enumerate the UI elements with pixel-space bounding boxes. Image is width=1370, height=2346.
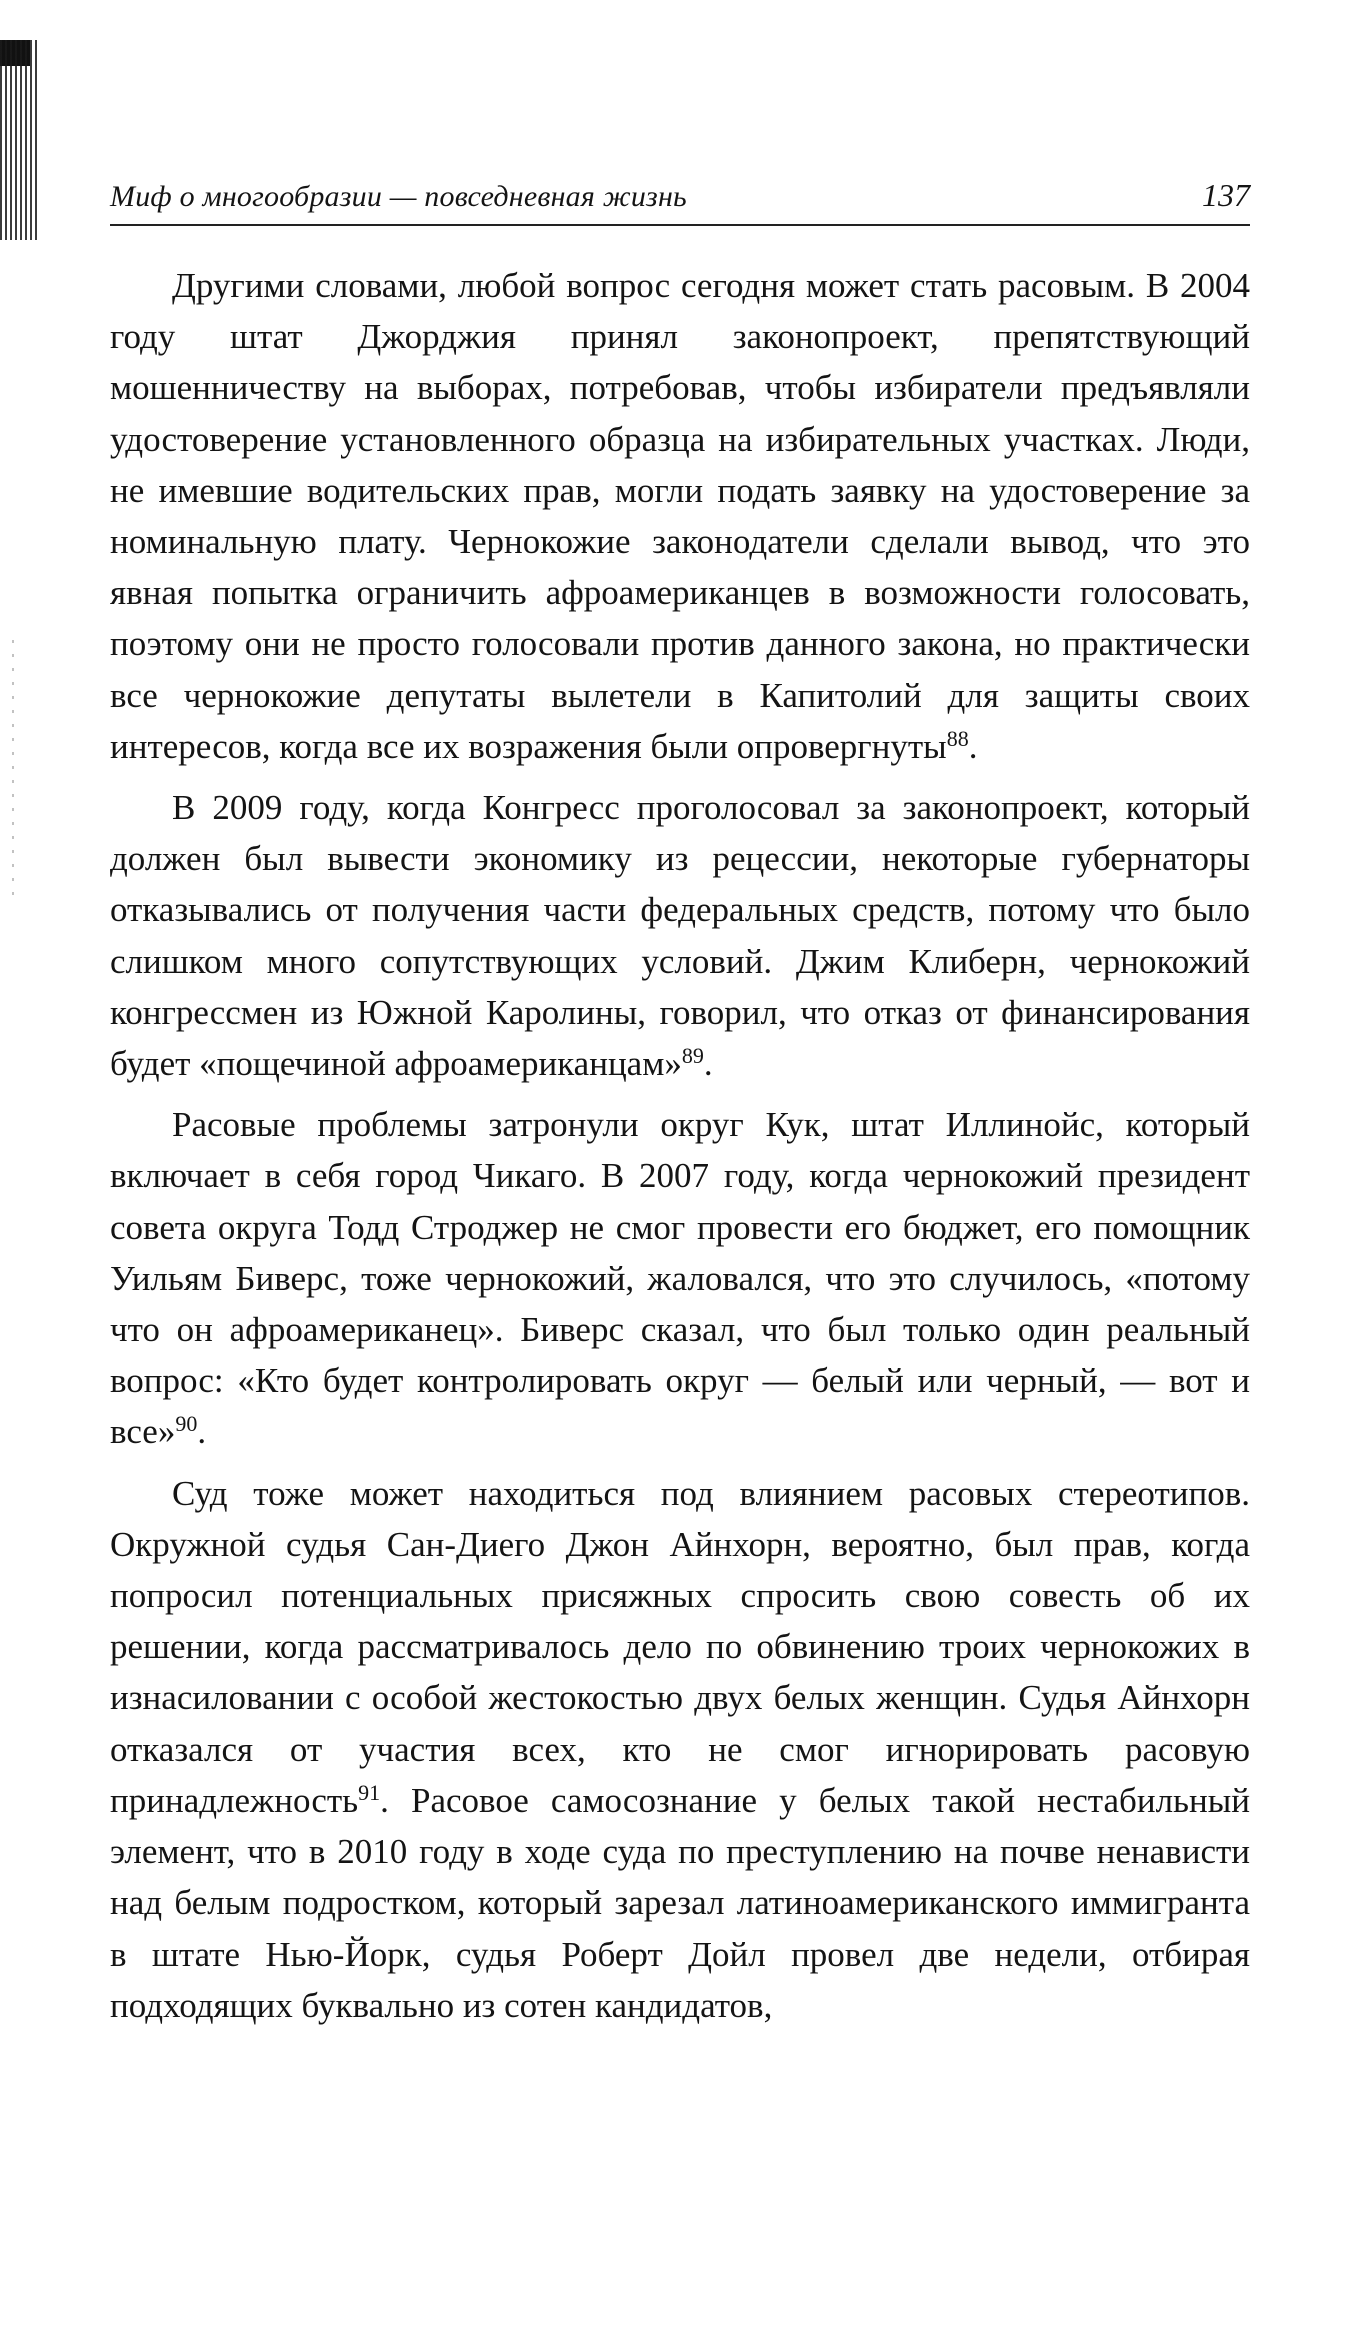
footnote-marker: 91 <box>358 1779 381 1805</box>
paragraph-text: В 2009 году, когда Конгресс проголосовал за законопроект, который должен был вывести экономику из рецессии, некоторые губернаторы отказывались от получения части федеральных средств, потому что было слишком много сопутствующих условий. Джим Клиберн, чернокожий конгрессмен из Южной Каролины, говорил, что отказ от финансирования будет «пощечиной афроамериканцам» <box>110 788 1250 1084</box>
paragraph <box>110 1099 1250 1457</box>
paragraph-text: Расовые проблемы затронули округ Кук, штат Иллинойс, который включает в себя город Чикаго. В 2007 году, когда чернокожий президент совета округа Тодд Строджер не смог провести его бюджет, его помощник Уильям Биверс, тоже чернокожий, жаловался, что это случилось, «потому что он афроамериканец». Биверс сказал, что был только один реальный вопрос: «Кто будет контролировать округ — белый или черный, — вот и все» <box>110 1105 1250 1452</box>
paragraph-end: . Расовое самосознание у белых такой нестабильный элемент, что в 2010 году в ходе суда по преступлению на почве ненависти над белым подростком, который зарезал латиноамериканского иммигранта в штате Нью-Йорк, судья Роберт Дойл провел две недели, отбирая подходящих буквально из сотен кандидатов, <box>110 1780 1250 2025</box>
body-text <box>110 260 1250 2031</box>
running-title: Миф о многообразии — повседневная жизнь <box>110 180 687 213</box>
paragraph <box>110 260 1250 772</box>
footnote-marker: 89 <box>681 1043 704 1069</box>
scan-edge-artifact <box>0 40 38 240</box>
paragraph <box>110 1468 1250 2031</box>
paragraph-end: . <box>703 1044 713 1084</box>
page-header <box>110 174 1250 226</box>
paragraph-end: . <box>197 1412 207 1452</box>
scan-noise-artifact <box>12 640 14 900</box>
footnote-marker: 88 <box>946 725 969 751</box>
paragraph-text: Суд тоже может находиться под влиянием расовых стереотипов. Окружной судья Сан-Диего Джон Айнхорн, вероятно, был прав, когда попросил потенциальных присяжных спросить свою совесть об их решении, когда рассматривалось дело по обвинению троих чернокожих в изнасиловании с особой жестокостью двух белых женщин. Судья Айнхорн отказался от участия всех, кто не смог игнорировать расовую принадлежность <box>110 1473 1250 1820</box>
paragraph <box>110 782 1250 1089</box>
page-number: 137 <box>1202 177 1250 213</box>
footnote-marker: 90 <box>175 1411 198 1437</box>
paragraph-end: . <box>968 726 978 766</box>
paragraph-text: Другими словами, любой вопрос сегодня может стать расовым. В 2004 году штат Джорджия принял законопроект, препятствующий мошенничеству на выборах, потребовав, чтобы избиратели предъявляли удостоверение установленного образца на избирательных участках. Люди, не имевшие водительских прав, могли подать заявку на удостоверение за номинальную плату. Чернокожие законодатели сделали вывод, что это явная попытка ограничить афроамериканцев в возможности голосовать, поэтому они не просто голосовали против данного закона, но практически все чернокожие депутаты вылетели в Капитолий для защиты своих интересов, когда все их возражения были опровергнуты <box>110 266 1250 766</box>
